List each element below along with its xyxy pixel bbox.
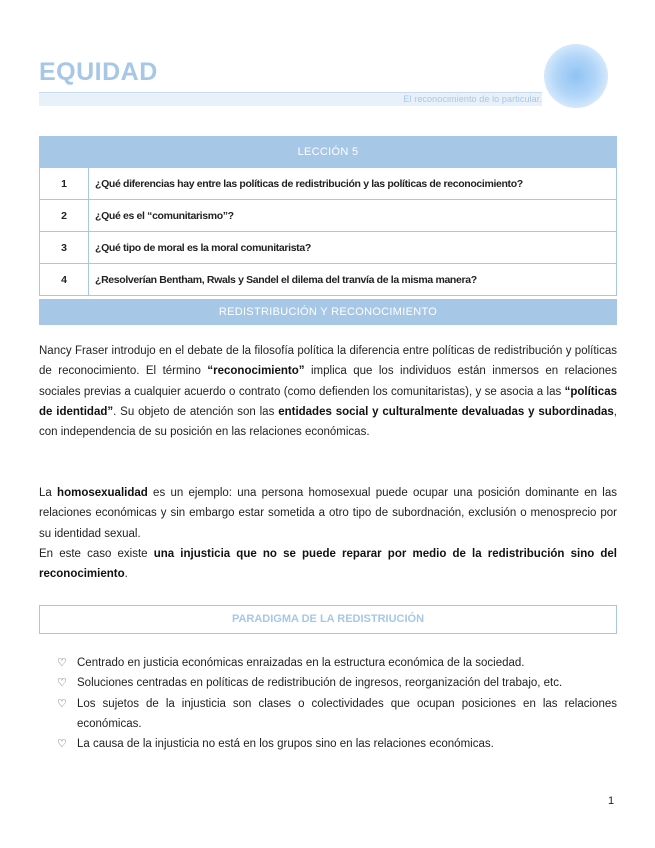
document-title: EQUIDAD bbox=[39, 58, 158, 86]
list-item-text: La causa de la injusticia no está en los grupos sino en las relaciones económicas. bbox=[77, 738, 494, 751]
question-number: 3 bbox=[40, 232, 89, 264]
question-text: ¿Qué tipo de moral es la moral comunitarista? bbox=[89, 232, 617, 264]
paragraph-fraser bbox=[39, 341, 617, 442]
text-span: , con independencia de su posición en las relaciones económicas. bbox=[39, 405, 617, 439]
question-number: 1 bbox=[40, 168, 89, 200]
list-item-text: Centrado en justicia económicas enraizadas en la estructura económica de la sociedad. bbox=[77, 657, 525, 669]
document-subtitle: El reconocimiento de lo particular. bbox=[403, 94, 542, 104]
bold-term: entidades social y culturalmente devaluadas y subordinadas bbox=[278, 405, 614, 418]
question-text: ¿Resolverían Bentham, Rwals y Sandel el dilema del tranvía de la misma manera? bbox=[89, 264, 617, 296]
text-span: En este caso existe bbox=[39, 547, 154, 560]
list-item-text: Los sujetos de la injusticia son clases o colectividades que ocupan posiciones en las relaciones económicas. bbox=[77, 697, 617, 730]
heart-bullet-icon: ♡ bbox=[57, 657, 67, 669]
question-number: 4 bbox=[40, 264, 89, 296]
text-span: Nancy Fraser introdujo en el debate de la filosofía política la diferencia entre políticas de redistribución y políticas de reconocimiento. El término bbox=[39, 345, 617, 378]
table-row bbox=[40, 232, 617, 264]
text-span: . bbox=[124, 568, 128, 581]
bold-term: “reconocimiento” bbox=[207, 365, 305, 378]
bold-term: una injusticia que no se puede reparar por medio de la redistribución sino del reconocimiento bbox=[39, 547, 617, 581]
bold-term: “políticas de identidad” bbox=[39, 385, 617, 418]
table-row bbox=[40, 168, 617, 200]
text-span: implica que los individuos están inmersos en relaciones sociales previas a cualquier acuerdo o contrato (como defienden los comunitaristas), y se asocia a las bbox=[39, 365, 618, 398]
section-heading-redistribucion-reconocimiento: REDISTRIBUCIÓN Y RECONOCIMIENTO bbox=[39, 299, 617, 325]
question-text: ¿Qué es el “comunitarismo”? bbox=[89, 200, 617, 232]
question-text: ¿Qué diferencias hay entre las políticas de redistribución y las políticas de reconocimiento? bbox=[89, 168, 617, 200]
lesson-heading: LECCIÓN 5 bbox=[40, 137, 617, 168]
heart-bullet-icon: ♡ bbox=[57, 677, 67, 690]
section-heading-paradigma: PARADIGMA DE LA REDISTRIUCIÓN bbox=[39, 605, 617, 634]
paradigm-list bbox=[39, 653, 617, 754]
list-item bbox=[39, 673, 617, 693]
list-item bbox=[39, 694, 617, 735]
question-number: 2 bbox=[40, 200, 89, 232]
heart-bullet-icon: ♡ bbox=[57, 738, 67, 751]
bold-term: homosexualidad bbox=[57, 487, 148, 499]
list-item bbox=[39, 653, 617, 673]
table-row bbox=[40, 264, 617, 296]
text-span: . Su objeto de atención son las bbox=[113, 405, 279, 418]
text-span: es un ejemplo: una persona homosexual puede ocupar una posición dominante en las relaciones económicas y sin embargo estar sometida a otro tipo de subordnación, exclusión o menosprecio por su identidad sexual. bbox=[39, 487, 617, 540]
decorative-circle bbox=[544, 44, 608, 108]
list-item bbox=[39, 734, 617, 754]
text-span: La bbox=[39, 487, 58, 499]
table-row bbox=[40, 200, 617, 232]
page-number: 1 bbox=[608, 795, 615, 807]
paragraph-homosexualidad bbox=[39, 483, 617, 584]
list-item-text: Soluciones centradas en políticas de redistribución de ingresos, reorganización del trabajo, etc. bbox=[77, 677, 563, 690]
lesson-questions-table bbox=[39, 136, 617, 296]
heart-bullet-icon: ♡ bbox=[57, 697, 67, 710]
